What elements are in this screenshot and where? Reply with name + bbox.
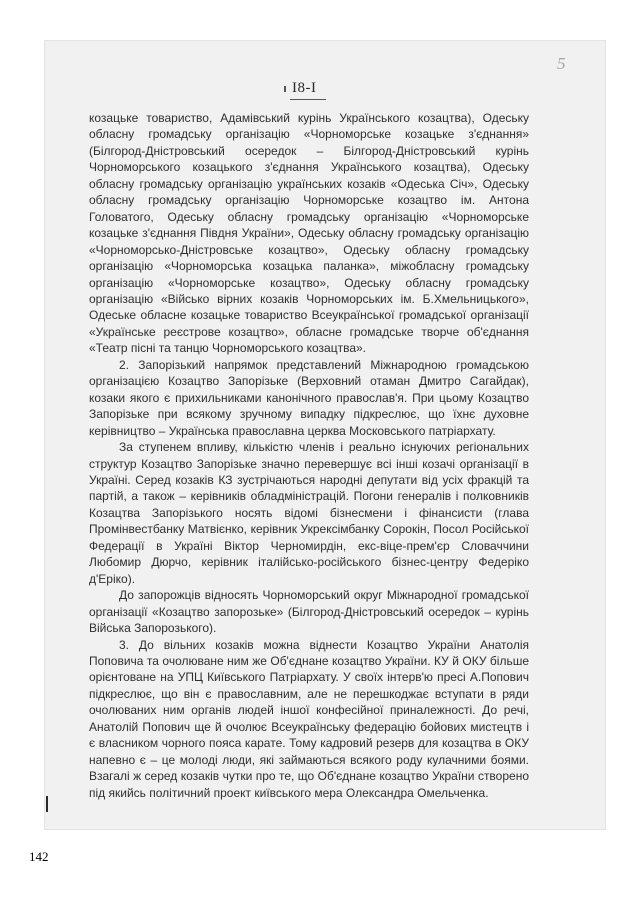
paragraph-free-cossacks: 3. До вільних козаків можна віднести Козацтво України Анатолія Поповича та очолюване ним же Об'єднане козацтво України. КУ й ОКУ більше орієнтоване на УПЦ Київського Патріархату. У своїх інтерв'ю пресі А.Попович підкреслює, що він є православним, але не перешкоджає вступати в ряди очолюваних ним органів людей іншої конфесійної приналежності. До речі, Анатолій Попович ще й очолює Всеукраїнську федерацію бойових мистецтв і є власником чорного пояса карате. Тому кадровий резерв для козацтва в ОКУ напевно є – це молоді люди, які займаються всякого роду кулачними боями. Взагалі ж серед козаків чутки про те, що Об'єднане козацтво України створено під якийсь політичний проект київського мера Олександра Омельченка. [89, 637, 529, 800]
paragraph-list-continuation: козацьке товариство, Адамівський курінь Українського козацтва), Одеську обласну громадську організацію «Чорноморське козацьке з'єднання» (Білгород-Дністровський осередок – Білгород-Дністровський курінь Чорноморського козацького з'єднання Українського козацтва), Одеську обласну громадську організацію українських козаків «Одеська Січ», Одеську обласну громадську організацію Чорноморське козацтво ім. Антона Головатого, Одеську обласну громадську організацію «Чорноморське козацьке з'єднання Півдня України», Одеську обласну громадську організацію «Чорноморсько-Дністровське козацтво», Одеську обласну громадську організацію «Чорноморська козацька паланка», міжобласну громадську організацію «Чорноморське козацтво», Одеську обласну громадську організацію «Військо вірних козаків Чорноморських ім. Б.Хмельницького», Одеське обласне козацьке товариство Всеукраїнської громадської організації «Українське реєстрове козацтво», обласне громадське творче об'єднання «Театр пісні та танцю Чорноморського козацтва». [89, 111, 529, 356]
body-text [89, 110, 529, 801]
paragraph-zaporizhian-direction: 2. Запорізький напрямок представлений Міжнародною громадською організацією Козацтво Запорізьке (Верховний отаман Дмитро Сагайдак), козаки якого є прихильниками канонічного православ'я. При цьому Козацтво Запорізьке при всякому зручному випадку підкреслює, що їхнє духовне керівництво – Українська православна церква Московського патріархату. [89, 357, 529, 438]
page-number: 142 [29, 849, 49, 864]
corner-handwritten-mark: 5 [557, 54, 566, 73]
paragraph-influence: За ступенем впливу, кількістю членів і реально існуючих регіональних структур Козацтво Запорізьке значно перевершує всі інші козачі організації в Україні. Серед козаків КЗ зустрічаються народні депутати від усіх фракцій та партій, а також – керівників обладміністрацій. Погони генералів і полковників Козацтва Запорізького носять відомі бізнесмени і фінансисти (глава Промінвестбанку Матвієнко, керівник Укрексімбанку Сорокін, Посол Російської Федерації в Україні Віктор Черномирдін, екс-віце-прем'єр Словаччини Любомир Дюрчо, керівник італійсько-російського бізнес-центру Федеріко д'Еріко). [89, 440, 529, 586]
folio-underline [290, 99, 326, 100]
folio-tick-mark [284, 86, 286, 92]
paragraph-zaporozhians: До запорожців відносять Чорноморський округ Міжнародної громадської організації «Козацтво запорозьке» (Білгород-Дністровський осередок – курінь Війська Запорозького). [89, 588, 529, 636]
folio-number: I8-I [292, 80, 317, 96]
scan-edge-mark [46, 796, 48, 812]
